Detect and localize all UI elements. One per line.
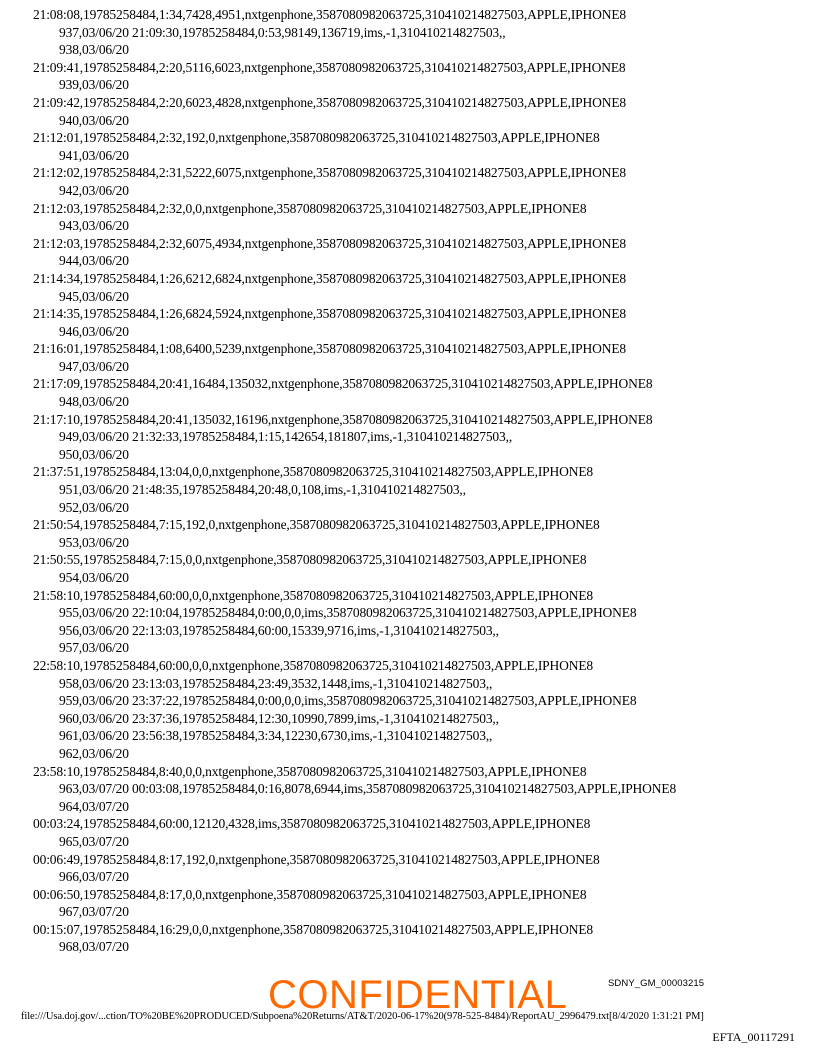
call-record	[33, 59, 808, 94]
record-line: 21:50:55,19785258484,7:15,0,0,nxtgenphone,3587080982063725,310410214827503,APPLE,IPHONE8	[33, 552, 587, 568]
record-continuation-line: 953,03/06/20	[59, 534, 129, 550]
efta-identifier: EFTA_00117291	[712, 1030, 795, 1044]
record-line: 00:15:07,19785258484,16:29,0,0,nxtgenphone,3587080982063725,310410214827503,APPLE,IPHONE8	[33, 921, 594, 937]
call-record	[33, 200, 808, 235]
call-record	[33, 815, 808, 850]
record-line: 21:09:41,19785258484,2:20,5116,6023,nxtgenphone,3587080982063725,310410214827503,APPLE,IPHONE8	[33, 59, 626, 75]
record-continuation-line: 937,03/06/20 21:09:30,19785258484,0:53,98149,136719,ims,-1,310410214827503,,	[59, 24, 506, 40]
record-continuation-line: 961,03/06/20 23:56:38,19785258484,3:34,12230,6730,ims,-1,310410214827503,,	[59, 728, 493, 744]
record-continuation-line: 943,03/06/20	[59, 218, 129, 234]
call-record	[33, 516, 808, 551]
record-continuation-line: 954,03/06/20	[59, 570, 129, 585]
call-record	[33, 463, 808, 516]
record-continuation-line: 939,03/06/20	[59, 77, 129, 93]
record-continuation-line: 955,03/06/20 22:10:04,19785258484,0:00,0,0,ims,3587080982063725,310410214827503,APPLE,IPHONE8	[59, 605, 637, 621]
call-record	[33, 129, 808, 164]
call-record	[33, 886, 808, 921]
call-record	[33, 340, 808, 375]
confidential-stamp: CONFIDENTIAL	[268, 973, 568, 1017]
record-continuation-line: 958,03/06/20 23:13:03,19785258484,23:49,3532,1448,ims,-1,310410214827503,,	[59, 675, 493, 691]
record-line: 00:06:50,19785258484,8:17,0,0,nxtgenphone,3587080982063725,310410214827503,APPLE,IPHONE8	[33, 886, 587, 902]
record-continuation-line: 950,03/06/20	[59, 446, 129, 462]
record-continuation-line: 968,03/07/20	[59, 939, 129, 955]
call-record	[33, 851, 808, 886]
call-record	[33, 763, 808, 816]
record-line: 21:17:10,19785258484,20:41,135032,16196,nxtgenphone,3587080982063725,310410214827503,APPLE,IPHONE8	[33, 411, 653, 427]
record-continuation-line: 947,03/06/20	[59, 358, 129, 374]
record-continuation-line: 949,03/06/20 21:32:33,19785258484,1:15,142654,181807,ims,-1,310410214827503,,	[59, 429, 513, 445]
record-line: 21:12:01,19785258484,2:32,192,0,nxtgenphone,3587080982063725,310410214827503,APPLE,IPHONE8	[33, 130, 600, 146]
bates-number: SDNY_GM_00003215	[608, 978, 705, 989]
record-line: 00:03:24,19785258484,60:00,12120,4328,ims,3587080982063725,310410214827503,APPLE,IPHONE8	[33, 816, 591, 832]
call-record	[33, 411, 808, 464]
call-record	[33, 164, 808, 199]
record-line: 21:58:10,19785258484,60:00,0,0,nxtgenphone,3587080982063725,310410214827503,APPLE,IPHONE8	[33, 587, 594, 603]
record-continuation-line: 964,03/07/20	[59, 798, 129, 814]
record-continuation-line: 965,03/07/20	[59, 833, 129, 849]
record-continuation-line: 938,03/06/20	[59, 42, 129, 58]
call-record	[33, 921, 808, 956]
record-continuation-line: 967,03/07/20	[59, 904, 129, 920]
record-continuation-line: 959,03/06/20 23:37:22,19785258484,0:00,0,0,ims,3587080982063725,310410214827503,APPLE,IPHONE8	[59, 693, 637, 709]
record-line: 00:06:49,19785258484,8:17,192,0,nxtgenphone,3587080982063725,310410214827503,APPLE,IPHONE8	[33, 851, 600, 867]
record-continuation-line: 960,03/06/20 23:37:36,19785258484,12:30,10990,7899,ims,-1,310410214827503,,	[59, 710, 499, 726]
record-continuation-line: 956,03/06/20 22:13:03,19785258484,60:00,15339,9716,ims,-1,310410214827503,,	[59, 622, 499, 638]
call-record	[33, 551, 808, 586]
record-line: 21:50:54,19785258484,7:15,192,0,nxtgenphone,3587080982063725,310410214827503,APPLE,IPHONE8	[33, 517, 600, 533]
record-continuation-line: 952,03/06/20	[59, 499, 129, 515]
call-record	[33, 235, 808, 270]
record-line: 21:37:51,19785258484,13:04,0,0,nxtgenphone,3587080982063725,310410214827503,APPLE,IPHONE8	[33, 464, 594, 480]
call-record	[33, 94, 808, 129]
record-line: 23:58:10,19785258484,8:40,0,0,nxtgenphone,3587080982063725,310410214827503,APPLE,IPHONE8	[33, 763, 587, 779]
record-continuation-line: 946,03/06/20	[59, 323, 129, 339]
record-continuation-line: 951,03/06/20 21:48:35,19785258484,20:48,0,108,ims,-1,310410214827503,,	[59, 482, 466, 498]
call-record	[33, 375, 808, 410]
file-path-footer: file:///Usa.doj.gov/...ction/TO%20BE%20PRODUCED/Subpoena%20Returns/AT&T/2020-06-17%20(978-525-8484)/ReportAU_2996479.txt[8/4/2020 1:31:21 PM]	[21, 1011, 704, 1022]
record-line: 21:08:08,19785258484,1:34,7428,4951,nxtgenphone,3587080982063725,310410214827503,APPLE,IPHONE8	[33, 7, 627, 22]
record-line: 21:14:35,19785258484,1:26,6824,5924,nxtgenphone,3587080982063725,310410214827503,APPLE,IPHONE8	[33, 306, 627, 322]
call-record	[33, 6, 808, 59]
record-continuation-line: 941,03/06/20	[59, 147, 129, 163]
record-line: 21:12:02,19785258484,2:31,5222,6075,nxtgenphone,3587080982063725,310410214827503,APPLE,IPHONE8	[33, 165, 627, 181]
record-line: 21:17:09,19785258484,20:41,16484,135032,nxtgenphone,3587080982063725,310410214827503,APPLE,IPHONE8	[33, 376, 653, 392]
call-record	[33, 657, 808, 763]
record-continuation-line: 957,03/06/20	[59, 640, 129, 656]
record-line: 21:12:03,19785258484,2:32,6075,4934,nxtgenphone,3587080982063725,310410214827503,APPLE,IPHONE8	[33, 235, 627, 251]
call-record	[33, 270, 808, 305]
record-continuation-line: 966,03/07/20	[59, 869, 129, 885]
record-line: 21:12:03,19785258484,2:32,0,0,nxtgenphone,3587080982063725,310410214827503,APPLE,IPHONE8	[33, 200, 587, 216]
record-line: 21:09:42,19785258484,2:20,6023,4828,nxtgenphone,3587080982063725,310410214827503,APPLE,IPHONE8	[33, 94, 627, 110]
record-line: 21:16:01,19785258484,1:08,6400,5239,nxtgenphone,3587080982063725,310410214827503,APPLE,IPHONE8	[33, 341, 627, 357]
record-continuation-line: 948,03/06/20	[59, 394, 129, 410]
record-continuation-line: 944,03/06/20	[59, 253, 129, 269]
record-line: 21:14:34,19785258484,1:26,6212,6824,nxtgenphone,3587080982063725,310410214827503,APPLE,IPHONE8	[33, 270, 627, 286]
record-continuation-line: 962,03/06/20	[59, 745, 129, 761]
record-continuation-line: 940,03/06/20	[59, 112, 129, 128]
call-record	[33, 587, 808, 657]
record-continuation-line: 945,03/06/20	[59, 288, 129, 304]
record-line: 22:58:10,19785258484,60:00,0,0,nxtgenphone,3587080982063725,310410214827503,APPLE,IPHONE8	[33, 657, 594, 673]
call-record	[33, 305, 808, 340]
record-continuation-line: 942,03/06/20	[59, 182, 129, 198]
record-continuation-line: 963,03/07/20 00:03:08,19785258484,0:16,8078,6944,ims,3587080982063725,310410214827503,APPLE,IPHONE8	[59, 781, 677, 797]
call-records-list	[33, 6, 808, 956]
